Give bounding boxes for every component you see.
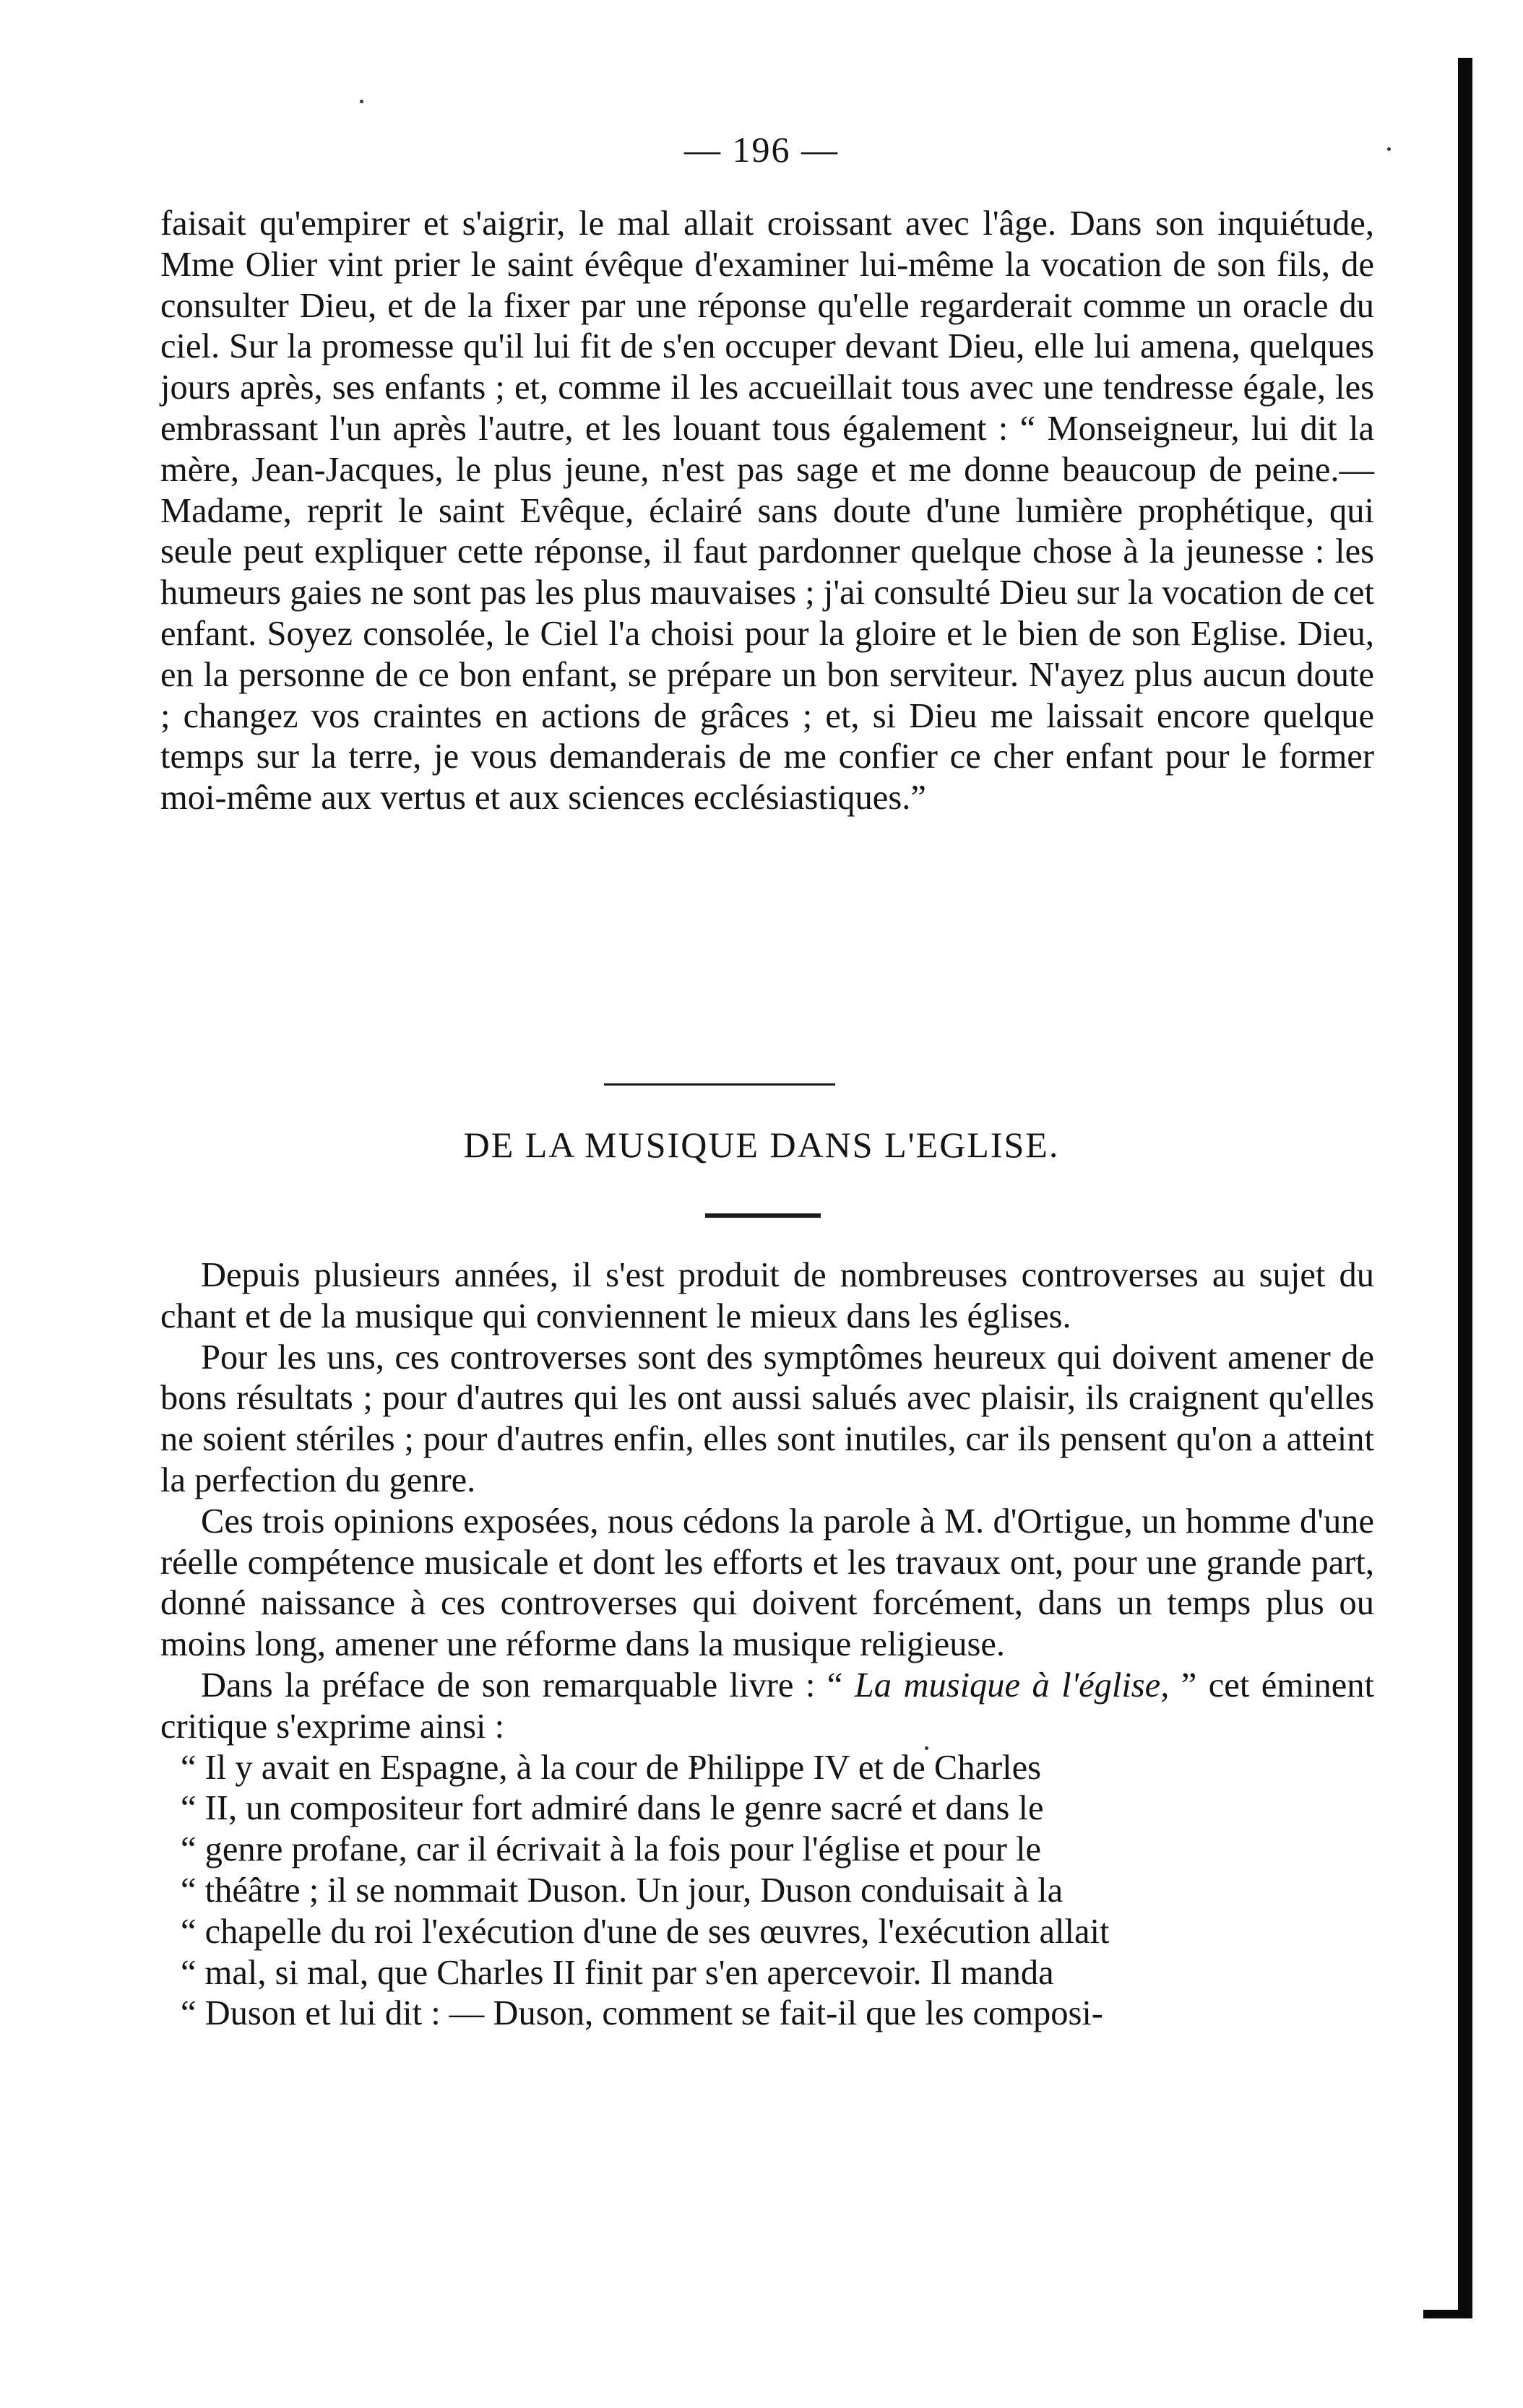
paragraph: faisait qu'empirer et s'aigrir, le mal allait croissant avec l'âge. Dans son inquiétude, Mme Olier vint prier le saint évêque d'examiner lui-même la vocation de son fils, de consulter Dieu, et de la fixer par une réponse qu'elle regarderait comme un oracle du ciel. Sur la promesse qu'il lui fit de s'en occuper devant Dieu, elle lui amena, quelques jours après, ses enfants ; et, comme il les accueillait tous avec une tendresse égale, les embrassant l'un après l'autre, et les louant tous également : “ Monseigneur, lui dit la mère, Jean-Jacques, le plus jeune, n'est pas sage et me donne beaucoup de peine.—Madame, reprit le saint Evêque, éclairé sans doute d'une lumière prophétique, qui seule peut expliquer cette réponse, il faut pardonner quelque chose à la jeunesse : les humeurs gaies ne sont pas les plus mauvaises ; j'ai consulté Dieu sur la vocation de cet enfant. Soyez consolée, le Ciel l'a choisi pour la gloire et le bien de son Eglise. Dieu, en la personne de ce bon enfant, se prépare un bon serviteur. N'ayez plus aucun doute ; changez vos craintes en actions de grâces ; et, si Dieu me laissait encore quelque temps sur la terre, je vous demanderais de me confier ce cher enfant pour le former moi-même aux vertus et aux sciences ecclésiastiques.” — [160, 204, 1374, 818]
quote-line: “ II, un compositeur fort admiré dans le genre sacré et dans le — [181, 1789, 1044, 1828]
quote-line: “ chapelle du roi l'exécution d'une de ses œuvres, l'exécution allait — [181, 1912, 1110, 1951]
section-title: DE LA MUSIQUE DANS L'EGLISE. — [463, 1125, 1060, 1165]
preface-intro: Dans la préface de son remarquable livre : “ — [201, 1666, 855, 1705]
book-title: La musique à l'église, — [854, 1666, 1170, 1705]
quote-line: “ théâtre ; il se nommait Duson. Un jour, Duson conduisait à la — [181, 1871, 1063, 1910]
quote-line: “ genre profane, car il écrivait à la fois pour l'église et pour le — [181, 1830, 1042, 1869]
preface-paragraph — [160, 1666, 1374, 1748]
paragraph: Pour les uns, ces controverses sont des symptômes heureux qui doivent amener de bons résultats ; pour d'autres qui les ont aussi salués avec plaisir, ils craignent qu'elles ne soient stériles ; pour d'autres enfin, elles sont inutiles, car ils pensent qu'on a atteint la perfection du genre. — [160, 1338, 1374, 1499]
quote-line: “ Il y avait en Espagne, à la cour de Philippe IV et de Charles — [181, 1748, 1041, 1787]
quote-line: “ Duson et lui dit : — Duson, comment se fait-il que les composi- — [181, 1994, 1103, 2033]
page-number: — 196 — — [684, 129, 839, 170]
continued-text-block — [160, 204, 1374, 819]
paragraph: Ces trois opinions exposées, nous cédons la parole à M. d'Ortigue, un homme d'une réelle compétence musicale et dont les efforts et les travaux ont, pour une grande part, donné naissance à ces controverses qui doivent forcément, dans un temps plus ou moins long, amener une réforme dans la musique religieuse. — [160, 1502, 1374, 1664]
print-speck — [360, 100, 363, 103]
page-edge-shadow — [1458, 58, 1472, 2318]
preface-outro: ” cet éminent critique s'exprime ainsi : — [160, 1666, 1374, 1746]
quote-line: “ mal, si mal, que Charles II finit par s'en apercevoir. Il manda — [181, 1953, 1054, 1992]
section-divider-top — [604, 1083, 835, 1086]
page-edge-shadow-foot — [1423, 2310, 1472, 2318]
section-divider-bottom — [705, 1213, 821, 1218]
section-body — [160, 1255, 1374, 2035]
paragraph: Depuis plusieurs années, il s'est produit de nombreuses controverses au sujet du chant et de la musique qui conviennent le mieux dans les églises. — [160, 1256, 1374, 1335]
